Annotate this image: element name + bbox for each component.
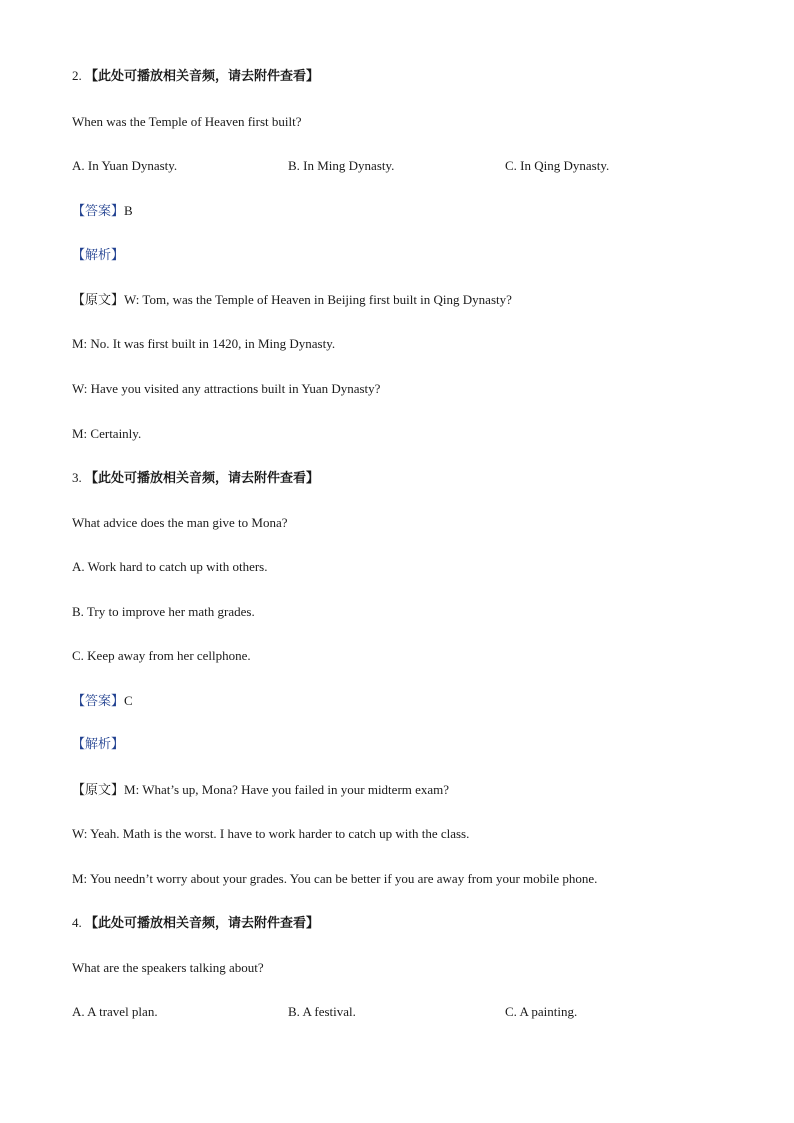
q3-answer	[72, 693, 133, 710]
q2-option-b: B. In Ming Dynasty.	[288, 158, 395, 173]
q4-audio-note: 【此处可播放相关音频，请去附件查看】	[85, 916, 320, 931]
q2-number: 2.	[72, 68, 82, 83]
q2-transcript-line-4: M: Certainly.	[72, 426, 142, 441]
q2-answer-value: B	[124, 203, 133, 218]
q3-transcript-label: 【原文】	[72, 783, 125, 798]
q3-transcript-line-2: W: Yeah. Math is the worst. I have to work harder to catch up with the class.	[72, 826, 470, 841]
q4-question: What are the speakers talking about?	[72, 960, 264, 975]
q2-transcript-label: 【原文】	[72, 293, 125, 308]
q4-header	[72, 915, 319, 932]
q2-transcript-text-1: W: Tom, was the Temple of Heaven in Beijing first built in Qing Dynasty?	[124, 292, 512, 307]
q2-answer	[72, 203, 133, 220]
q4-number: 4.	[72, 915, 82, 930]
q3-option-a: A. Work hard to catch up with others.	[72, 559, 268, 574]
q2-transcript-line-2: M: No. It was first built in 1420, in Ming Dynasty.	[72, 336, 336, 351]
q2-question: When was the Temple of Heaven first built?	[72, 114, 302, 129]
q3-analysis-label: 【解析】	[72, 737, 125, 752]
q3-question: What advice does the man give to Mona?	[72, 515, 288, 530]
q3-header	[72, 470, 319, 487]
q2-analysis-label: 【解析】	[72, 248, 125, 263]
q3-transcript-line-1	[72, 782, 449, 799]
q2-transcript-line-1	[72, 292, 512, 309]
q3-audio-note: 【此处可播放相关音频，请去附件查看】	[85, 471, 320, 486]
q2-answer-label: 【答案】	[72, 204, 125, 219]
q4-option-b: B. A festival.	[288, 1004, 356, 1019]
q2-transcript-line-3: W: Have you visited any attractions built in Yuan Dynasty?	[72, 381, 381, 396]
q3-option-b: B. Try to improve her math grades.	[72, 604, 255, 619]
q2-option-c: C. In Qing Dynasty.	[505, 158, 610, 173]
q3-answer-label: 【答案】	[72, 694, 125, 709]
q3-option-c: C. Keep away from her cellphone.	[72, 648, 251, 663]
q2-option-a: A. In Yuan Dynasty.	[72, 158, 178, 173]
q4-option-c: C. A painting.	[505, 1004, 578, 1019]
q4-option-a: A. A travel plan.	[72, 1004, 158, 1019]
q3-answer-value: C	[124, 693, 133, 708]
q2-audio-note: 【此处可播放相关音频，请去附件查看】	[85, 69, 320, 84]
q3-transcript-line-3: M: You needn’t worry about your grades. You can be better if you are away from your mobile phone.	[72, 871, 598, 886]
q3-transcript-text-1: M: What’s up, Mona? Have you failed in your midterm exam?	[124, 782, 450, 797]
q3-number: 3.	[72, 470, 82, 485]
q2-header	[72, 68, 319, 85]
